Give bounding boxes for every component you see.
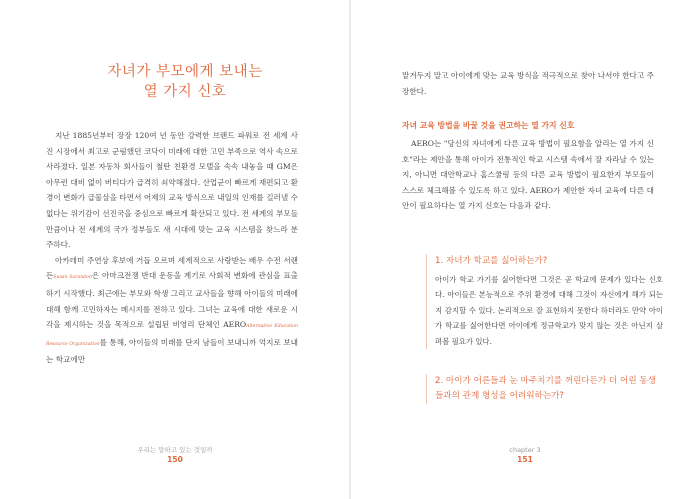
left-page-footer xyxy=(100,445,250,465)
right-mid-text xyxy=(402,136,654,214)
continued-paragraph: 맡겨두지 말고 아이에게 맞는 교육 방식을 적극적으로 찾아 나서야 한다고 주장한다. xyxy=(402,71,654,96)
paragraph-2-part-b: 은 아마크전쟁 반대 운동을 계기로 사회적 변화에 관심을 표출하기 시작했다. 최근에는 부모와 학생 그리고 교사들을 향해 아이들의 미래에 대해 함께 고민하자는 메시지를 전하고 있다. 그녀는 교육에 대한 새로운 시각을 제시하는 것을 목적으로 설립된 비영리 단체인 AERO xyxy=(46,271,298,330)
signal-2-heading: 2. 아이가 어른들과 눈 마주치기를 꺼린다든가 더 어린 동생들과의 관계 형성을 어려워하는가? xyxy=(435,376,656,401)
section-subhead: 자녀 교육 방법을 바꿀 것을 권고하는 열 가지 신호 xyxy=(402,121,575,130)
paragraph-2-part-a: 아카데미 주연상 후보에 거듭 오르며 세계적으로 사랑받는 배우 수전 서랜든 xyxy=(46,255,298,281)
right-top-text xyxy=(402,68,654,99)
left-body-text xyxy=(46,128,298,368)
paragraph-2-part-c: 를 통해, 아이들의 미래를 단지 남들이 보내니까 억지로 보내는 학교에만 xyxy=(46,337,298,365)
signal-1-body: 아이가 학교 가기를 싫어한다면 그것은 곧 학교에 문제가 있다는 신호다. 아이들은 본능적으로 주위 환경에 대해 그것이 자신에게 해가 되는지 감지할 수 있다. 논리적으로 잘 표현하지 못한다 하더라도 만약 아이가 학교를 싫어한다면 아이에게 정규학교가 맞지 않는 것은 아닌지 살펴볼 필요가 있다. xyxy=(435,275,663,346)
organization-name-annotation: Alternative Education Resource Organization xyxy=(46,324,299,347)
chapter-label: chapter 3 xyxy=(509,446,541,454)
signal-1-heading: 1. 자녀가 학교를 싫어하는가? xyxy=(435,256,548,266)
aero-paragraph: AERO는 "당신의 자녀에게 다른 교육 방법이 필요함을 알리는 열 가지 신호"라는 제안을 통해 아이가 전통적인 학교 시스템 속에서 잘 자라날 수 있는지, 아니면 대안학교나 홈스쿨링 등의 다른 교육 방법이 필요한지 부모들이 스스로 체크해볼 수 있도록 하고 있다. AERO가 제안한 자녀 교육에 다른 대안이 필요하다는 열 가지 신호는 다음과 같다. xyxy=(402,139,654,211)
chapter-title-line-2: 열 가지 신호 xyxy=(143,84,227,100)
running-title: 우리는 말하고 있는 것일까 xyxy=(137,446,213,454)
chapter-title xyxy=(60,62,310,102)
page-number-right: 151 xyxy=(517,455,533,464)
english-name-annotation: Susan Sarandon xyxy=(53,275,92,281)
paragraph-1: 지난 1885년부터 장장 120여 년 동안 강력한 브랜드 파워로 전 세계 사진 시장에서 최고로 군림했던 코닥이 미래에 대한 고민 부족으로 역사 속으로 사라졌다. 일본 자동차 회사들이 철탄 친환경 모델을 속속 내놓을 때 GM은 아무런 대비 없이 버티다가 급격히 쇠약해졌다. 산업군이 빠르게 재편되고 환경이 변화가 급물살을 타면서 어제의 교육 방식으로 내일의 인재를 길러낼 수 없다는 위기감이 선진국을 중심으로 빠르게 확산되고 있다. 전 세계의 부모들 만큼이나 전 세계의 국가 정부들도 새 시대에 맞는 교육 시스템을 찾느라 분주하다. xyxy=(46,131,298,250)
page-number-left: 150 xyxy=(167,455,183,464)
chapter-title-line-1: 자녀가 부모에게 보내는 xyxy=(107,64,263,80)
signal-item-1 xyxy=(426,254,663,349)
paragraph-2 xyxy=(46,253,298,368)
signal-item-2 xyxy=(426,374,663,404)
right-page-footer xyxy=(450,445,600,465)
